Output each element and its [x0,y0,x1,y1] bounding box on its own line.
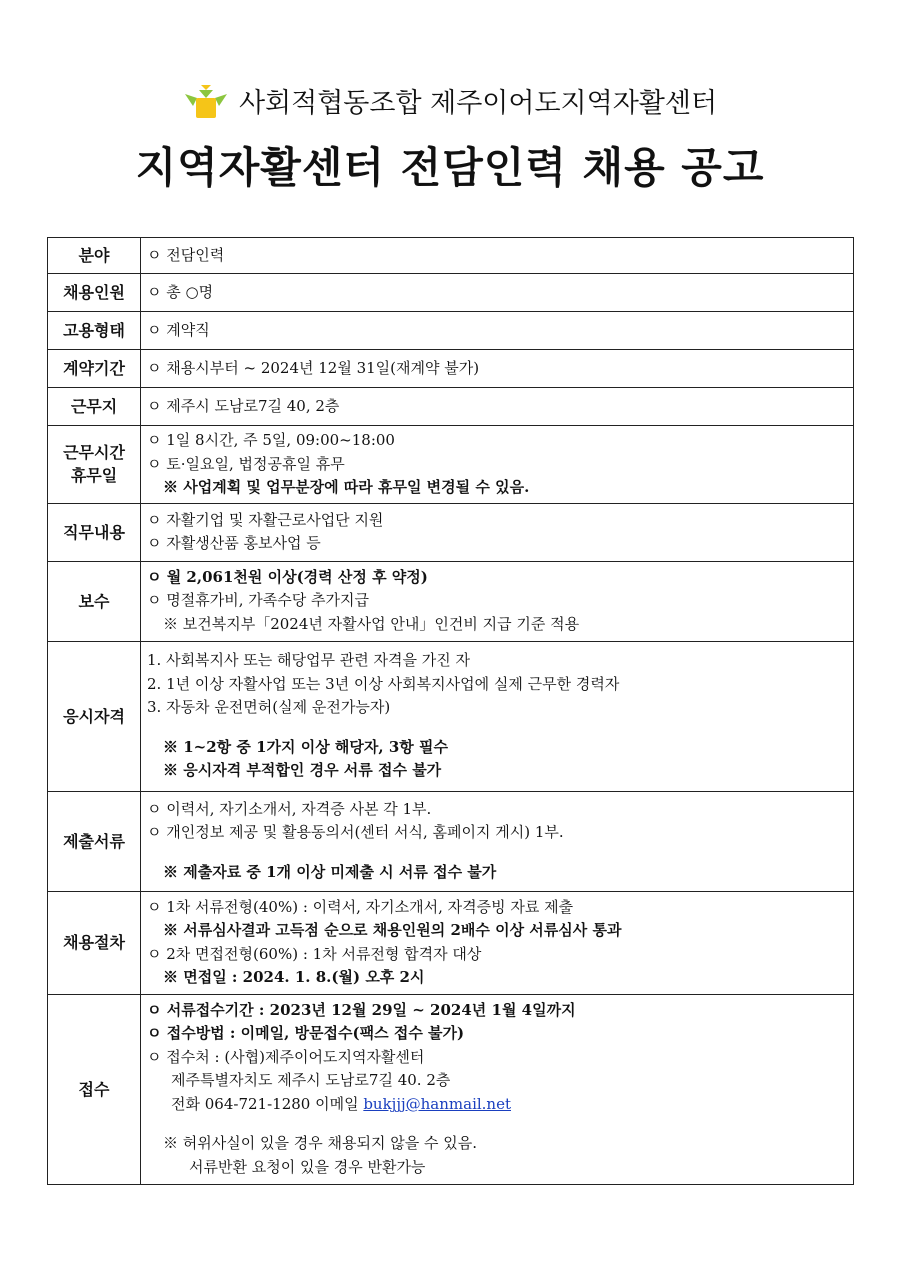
email-link[interactable]: bukjjj@hanmail.net [363,1094,511,1113]
pay-allowance-line: ㅇ 명절휴가비, 가족수당 추가지급 [147,591,369,610]
label-duties: 직무내용 [48,503,141,561]
row-headcount [48,274,854,312]
label-pay: 보수 [48,561,141,641]
hours-note: ※ 사업계획 및 업무분장에 따라 휴무일 변경될 수 있음. [163,478,530,496]
documents-line: ㅇ 개인정보 제공 및 활용동의서(센터 서식, 홈페이지 게시) 1부. [147,823,564,842]
label-contract: 계약기간 [48,350,141,388]
label-hours-line2: 휴무일 [70,466,118,486]
row-field [48,238,854,274]
row-application [48,994,854,1184]
organization-name: 사회적협동조합 제주이어도지역자활센터 [238,88,718,119]
field-value: ㅇ 전담인력 [147,245,225,264]
duties-line: ㅇ 자활생산품 홍보사업 등 [147,534,321,552]
pay-base-line: ㅇ 월 2,061천원 이상(경력 산정 후 약정) [147,567,428,586]
holiday-line: ㅇ 토·일요일, 법정공휴일 휴무 [147,454,345,473]
hours-line: ㅇ 1일 8시간, 주 5일, 09:00~18:00 [147,431,395,449]
label-field: 분야 [48,238,141,274]
qualification-item: 3. 자동차 운전면허(실제 운전가능자) [147,698,391,717]
row-procedure [48,891,854,994]
row-duties [48,503,854,561]
documents-note: ※ 제출자료 중 1개 이상 미제출 시 서류 접수 불가 [163,862,497,881]
pay-standard-note: ※ 보건복지부「2024년 자활사업 안내」인건비 지급 기준 적용 [163,614,580,633]
qualification-item: 2. 1년 이상 자활사업 또는 3년 이상 사회복지사업에 실제 근무한 경력자 [147,674,620,693]
row-workplace [48,388,854,426]
row-pay [48,561,854,641]
row-contract [48,350,854,388]
label-employment: 고용형태 [48,312,141,350]
procedure-step1-note: ※ 서류심사결과 고득점 순으로 채용인원의 2배수 이상 서류심사 통과 [163,921,622,939]
procedure-step2: ㅇ 2차 면접전형(60%) : 1차 서류전형 합격자 대상 [147,944,482,963]
label-qualification: 응시자격 [48,641,141,791]
label-application: 접수 [48,994,141,1184]
label-documents: 제출서류 [48,791,141,891]
interview-date: ※ 면접일 : 2024. 1. 8.(월) 오후 2시 [163,968,425,986]
contact-text: 전화 064-721-1280 이메일 [171,1094,364,1113]
label-hours-line1: 근무시간 [63,443,125,463]
row-qualification [48,641,854,791]
qualification-item: 1. 사회복지사 또는 해당업무 관련 자격을 가진 자 [147,651,470,670]
application-contact [147,1093,847,1117]
qualification-note: ※ 응시자격 부적합인 경우 서류 접수 불가 [163,761,442,780]
headcount-value: ㅇ 총 ○명 [147,282,214,301]
application-address: 제주특별자치도 제주시 도남로7길 40. 2층 [171,1071,451,1090]
application-note: 서류반환 요청이 있을 경우 반환가능 [189,1157,426,1176]
workplace-value: ㅇ 제주시 도남로7길 40, 2층 [147,396,340,415]
sprout-logo-icon [183,84,229,120]
application-note: ※ 허위사실이 있을 경우 채용되지 않을 수 있음. [163,1134,477,1153]
label-workplace: 근무지 [48,388,141,426]
label-procedure: 채용절차 [48,891,141,994]
label-headcount: 채용인원 [48,274,141,312]
application-office: ㅇ 접수처 : (사협)제주이어도지역자활센터 [147,1047,425,1066]
organization-header [0,86,900,123]
row-documents [48,791,854,891]
application-period: ㅇ 서류접수기간 : 2023년 12월 29일 ~ 2024년 1월 4일까지 [147,1000,576,1019]
page-title: 지역자활센터 전담인력 채용 공고 [135,143,765,192]
row-employment [48,312,854,350]
documents-line: ㅇ 이력서, 자기소개서, 자격증 사본 각 1부. [147,799,432,818]
duties-line: ㅇ 자활기업 및 자활근로사업단 지원 [147,510,384,529]
qualification-note: ※ 1~2항 중 1가지 이상 해당자, 3항 필수 [163,737,448,756]
label-hours [48,426,141,504]
application-method: ㅇ 접수방법 : 이메일, 방문접수(팩스 접수 불가) [147,1024,465,1043]
recruitment-table [47,237,854,1185]
contract-value: ㅇ 채용시부터 ~ 2024년 12월 31일(재계약 불가) [147,358,480,377]
employment-value: ㅇ 계약직 [147,320,210,339]
procedure-step1: ㅇ 1차 서류전형(40%) : 이력서, 자기소개서, 자격증빙 자료 제출 [147,897,574,916]
row-hours [48,426,854,504]
